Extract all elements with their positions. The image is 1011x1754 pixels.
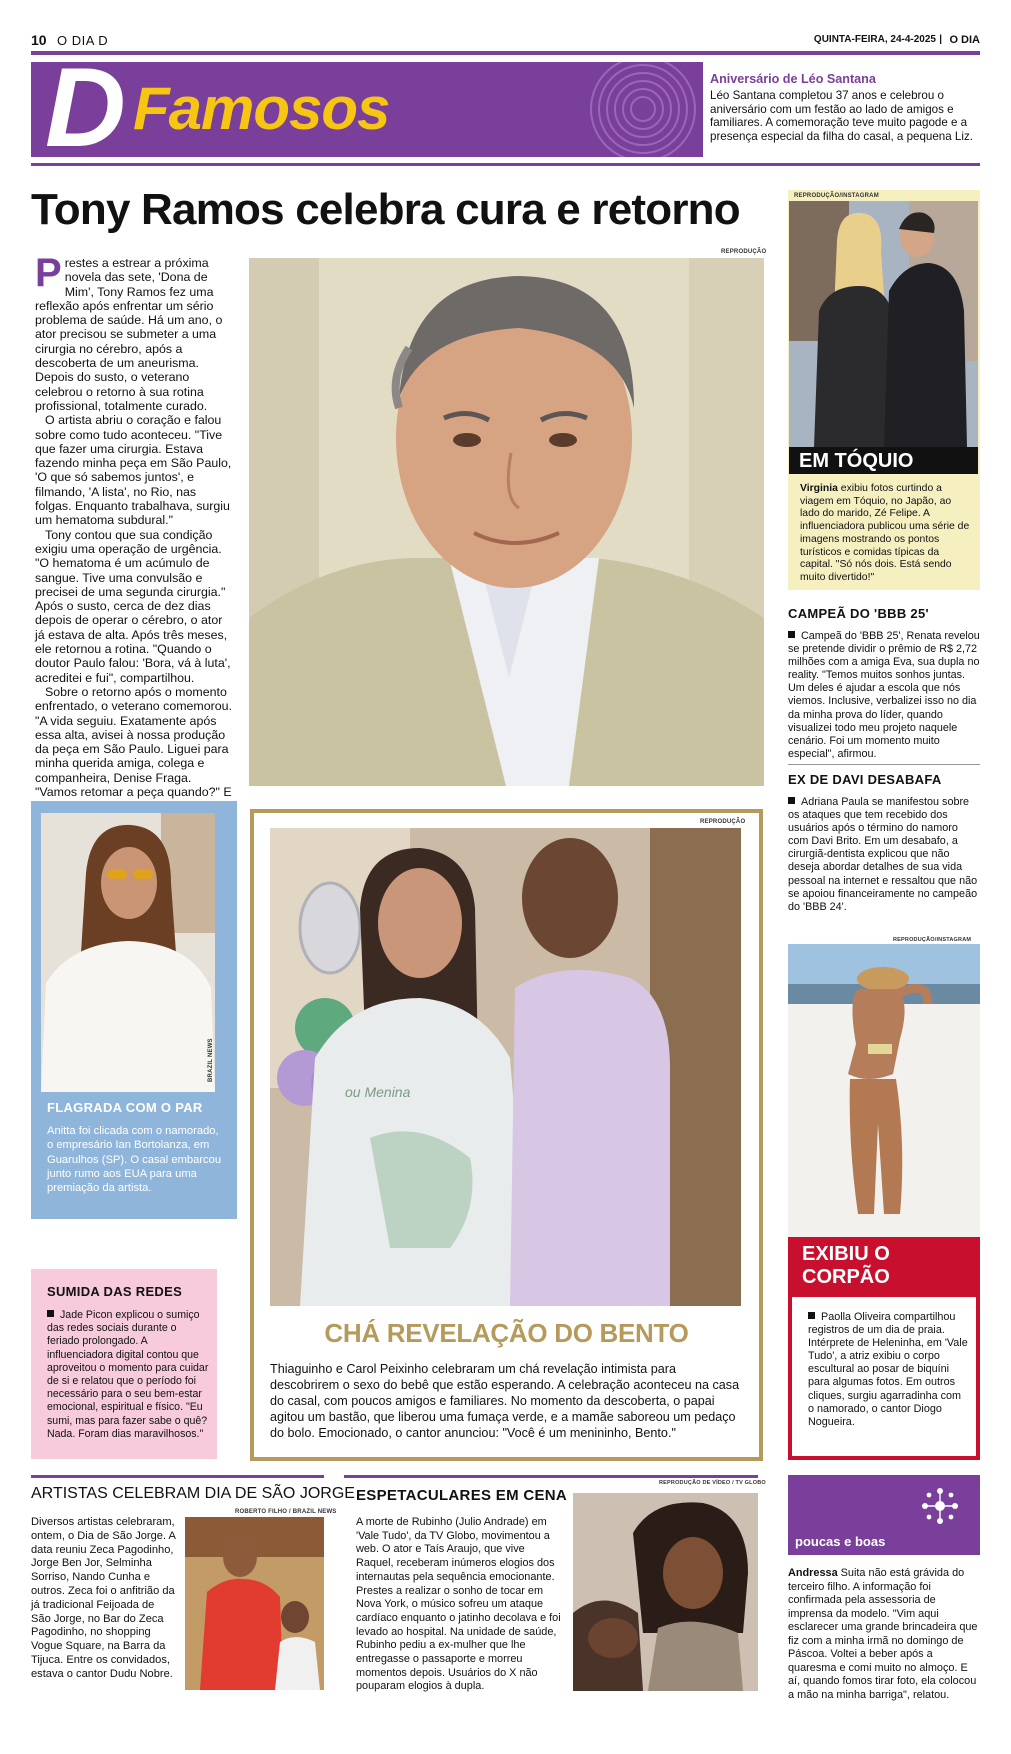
- cena-photo-credit: REPRODUÇÃO DE VÍDEO / TV GLOBO: [659, 1480, 766, 1486]
- cha-revelacao-photo: [270, 828, 741, 1306]
- jorge-title: ARTISTAS CELEBRAM DIA DE SÃO JORGE: [31, 1485, 355, 1502]
- main-paragraph-4: Sobre o retorno após o momento enfrentado, o veterano comemorou. "A vida seguiu. Exatamente após essa alta, avisei à nossa produção da peça em São Paulo. Liguei para minha querida amiga, colega e companheira, Denise Fraga. "Vamos retomar a peça quando?" E: [35, 684, 232, 799]
- sumida-body: Jade Picon explicou o sumiço das redes sociais durante o feriado prolongado. A influenciadora digital contou que aproveitou o momento para cuidar de si e relatou que o período foi necessário para o seu bem-estar emocional, espiritual e físico. "Eu sumi, mas para fazer sabe o quê? Nada. Foram dias maravilhosos.": [47, 1309, 209, 1440]
- anitta-figure: [41, 813, 215, 1092]
- main-story-text: [35, 251, 235, 828]
- banner-rule: [31, 163, 980, 166]
- bbb25-bullet: [788, 631, 795, 638]
- anitta-text: Anitta foi clicada com o namorado, o empresário Ian Bortolanza, em Guarulhos (SP). O casal embarcou junto rumo aos EUA para uma premiação da artista.: [47, 1125, 222, 1195]
- virginia-figure: [789, 201, 978, 447]
- anitta-title: FLAGRADA COM O PAR: [47, 1100, 203, 1115]
- davi-text: [788, 796, 980, 914]
- vale-tudo-photo: [573, 1493, 758, 1691]
- paper-name-right: O DIA: [949, 34, 980, 46]
- sao-jorge-figure: [185, 1517, 324, 1690]
- sumida-title: SUMIDA DAS REDES: [47, 1284, 183, 1299]
- section-letter: D: [45, 62, 126, 157]
- paolla-body: Paolla Oliveira compartilhou registros de um dia de praia. Intérprete de Heleninha, em 'Vale Tudo', a atriz exibiu o corpo escultural ao posar de biquíni para algumas fotos. Em outros cliques, surgiu agarradinha com o namorado, o cantor Diogo Nogueira.: [808, 1311, 968, 1428]
- tokyo-text: [800, 483, 972, 585]
- cena-rule: [344, 1475, 758, 1478]
- paolla-photo: [788, 944, 980, 1237]
- cha-balloon-text: ou Menina: [345, 1084, 411, 1100]
- main-paragraph-2: O artista abriu o coração e falou sobre como tudo aconteceu. "Tive que fazer uma cirurgia. Estava fazendo minha peça em São Paulo, 'O que só sabemos juntos', e filmando, 'A lista', no Rio, nas folgas. Enquanto trabalhava, surgiu um hematoma subdural.": [35, 413, 232, 528]
- jorge-rule: [31, 1475, 324, 1478]
- main-photo-credit: REPRODUÇÃO: [721, 249, 767, 255]
- paolla-title-box: [788, 1237, 980, 1297]
- drop-cap: P: [35, 251, 62, 295]
- poucas-label: poucas e boas: [795, 1534, 886, 1549]
- cena-text: A morte de Rubinho (Julio Andrade) em 'Vale Tudo', da TV Globo, movimentou a web. O ator e Taís Araujo, que vive Raquel, receberam inúmeros elogios dos internautas pela sequência emocionante. Prestes a realizar o sonho de tocar em Nova York, o músico sofreu um ataque cardíaco enquanto o jatinho decolava e foi levado ao hospital. Na unidade de saúde, Rubinho pediu a ex-mulher que lhe entregasse o passaporte e morreu momentos depois. Usuários do X não pouparam elogios à dupla.: [356, 1516, 561, 1693]
- cha-photo-credit: REPRODUÇÃO: [700, 819, 746, 825]
- anitta-photo-credit: BRAZIL NEWS: [208, 1038, 214, 1082]
- paolla-figure: [788, 944, 980, 1237]
- paolla-title-2: CORPÃO: [802, 1266, 890, 1288]
- paolla-bullet: [808, 1312, 815, 1319]
- paolla-text: [808, 1311, 970, 1429]
- cena-title: ESPETACULARES EM CENA: [356, 1487, 568, 1504]
- sumida-bullet: [47, 1310, 54, 1317]
- bbb25-title: CAMPEÃ DO 'BBB 25': [788, 606, 929, 621]
- paolla-title-1: EXIBIU O: [802, 1243, 890, 1265]
- virginia-photo: [789, 201, 978, 447]
- tokyo-lead: Virginia: [800, 483, 838, 494]
- edition-date: QUINTA-FEIRA, 24-4-2025: [813, 34, 936, 45]
- banner-note-text: Léo Santana completou 37 anos e celebrou o aniversário com um festão ao lado de amigos e familiares. A comemoração teve muito pagode e a presença especial da filha do casal, a pequena Liz.: [710, 89, 973, 143]
- poucas-text: [788, 1567, 980, 1702]
- tony-ramos-figure: [249, 258, 764, 786]
- sao-jorge-photo: [185, 1517, 324, 1690]
- davi-title: EX DE DAVI DESABAFA: [788, 772, 942, 787]
- davi-bullet: [788, 797, 795, 804]
- banner-note: [710, 72, 980, 143]
- sumida-text: [47, 1309, 211, 1441]
- page-number: 10: [31, 32, 47, 48]
- section-banner: [31, 62, 703, 157]
- cha-title: CHÁ REVELAÇÃO DO BENTO: [324, 1318, 689, 1348]
- jorge-text: Diversos artistas celebraram, ontem, o Dia de São Jorge. A data reuniu Zeca Pagodinho, Jorge Ben Jor, Selminha Sorriso, Nando Cunha e outros. Zeca foi o anfitrião da já tradicional Feijoada de São Jorge, no Bar do Zeca Pagodinho, no shopping Vogue Square, na Barra da Tijuca. Entre os convidados, estava o cantor Dudu Nobre.: [31, 1516, 176, 1680]
- date-divider: |: [939, 34, 942, 45]
- anitta-photo: [41, 813, 215, 1092]
- jorge-photo-credit: ROBERTO FILHO / BRAZIL NEWS: [235, 1509, 337, 1515]
- tokyo-title-bar: [789, 447, 978, 474]
- tony-ramos-photo: [249, 258, 764, 786]
- main-paragraph-1: restes a estrear a próxima novela das sete, 'Dona de Mim', Tony Ramos fez uma reflexão após enfrentar um sério problema de saúde. Há um ano, o ator precisou se submeter a uma cirurgia no cérebro, após a descoberta de um aneurisma. Depois do susto, o veterano celebrou o retorno à sua rotina profissional, totalmente curado.: [35, 256, 223, 413]
- poucas-lead: Andressa: [788, 1567, 838, 1579]
- thiaguinho-carol-figure: [270, 828, 741, 1306]
- paolla-photo-credit: REPRODUÇÃO/INSTAGRAM: [893, 937, 972, 943]
- vale-tudo-figure: [573, 1493, 758, 1691]
- poucas-box: [788, 1475, 980, 1555]
- poucas-body: Suita não está grávida do terceiro filho. A informação foi confirmada pela assessoria de imprensa da modelo. "Vim aqui esclarecer uma grande brincadeira que fiz com a minha irmã no domingo de Páscoa. Voltei a beber após a quaresma e comi muito no almoço. E aí, quando fomos tirar foto, ela colocou a mão na minha barriga", relatou.: [788, 1567, 978, 1701]
- bbb25-body: Campeã do 'BBB 25', Renata revelou se pretende dividir o prêmio de R$ 2,72 milhões com a amiga Eva, sua dupla no reality. "Temos muitos sonhos juntas. Um deles é ajudar a escola que nós viemos. Inclusive, verbalizei isso no dia da minha prova do líder, quando visualizei todo meu projeto naquele cenário. Foi um momento muito especial", afirmou.: [788, 630, 980, 760]
- main-headline: Tony Ramos celebra cura e retorno: [31, 185, 740, 234]
- bbb25-text: [788, 630, 980, 761]
- sparkle-icon: [921, 1487, 959, 1525]
- davi-rule: [788, 764, 980, 765]
- davi-body: Adriana Paula se manifestou sobre os ataques que tem recebido dos usuários após o término do namoro com Davi Brito. Em um desabafo, a cirurgiã-dentista explicou que não deseja abordar detalhes de sua vida pessoal na internet e ressaltou que não se apoiou financeiramente no campeão do 'BBB 24'.: [788, 796, 978, 913]
- banner-note-title: Aniversário de Léo Santana: [710, 72, 876, 86]
- header-rule: [31, 51, 980, 55]
- banner-rings-graphic: [583, 62, 703, 157]
- paper-name: O DIA D: [57, 33, 109, 48]
- tokyo-body: exibiu fotos curtindo a viagem em Tóquio, no Japão, ao lado do marido, Zé Felipe. A influenciadora publicou uma série de imagens mostrando os pontos turísticos e comidas típicas da capital. "Só nós dois. Está sendo muito divertido!": [800, 483, 970, 583]
- tokyo-photo-credit: REPRODUÇÃO/INSTAGRAM: [794, 193, 879, 199]
- tokyo-title: EM TÓQUIO: [799, 450, 914, 472]
- section-title: Famosos: [133, 75, 390, 142]
- folio-bar: [31, 32, 980, 50]
- main-paragraph-3: Tony contou que sua condição exigiu uma operação de urgência. "O hematoma é um acúmulo de sangue. Tive uma convulsão e precisei de uma segunda cirurgia." Após o susto, cerca de dez dias depois de operar o cérebro, o ator já estava de alta. Após três meses, ele retornou a rotina. "Quando o doutor Paulo falou: 'Bora, vá à luta', acreditei e fui", compartilhou.: [35, 527, 231, 685]
- cha-text: Thiaguinho e Carol Peixinho celebraram um chá revelação intimista para descobrirem o sexo do bebê que estão esperando. A celebração aconteceu na casa do casal, com poucos amigos e familiares. No momento da descoberta, o papai agitou um bastão, que liberou uma fumaça verde, e a mamãe saboreou um pedaço do bolo. Emocionado, o cantor anunciou: "Você é um menininho, Bento.": [270, 1362, 740, 1440]
